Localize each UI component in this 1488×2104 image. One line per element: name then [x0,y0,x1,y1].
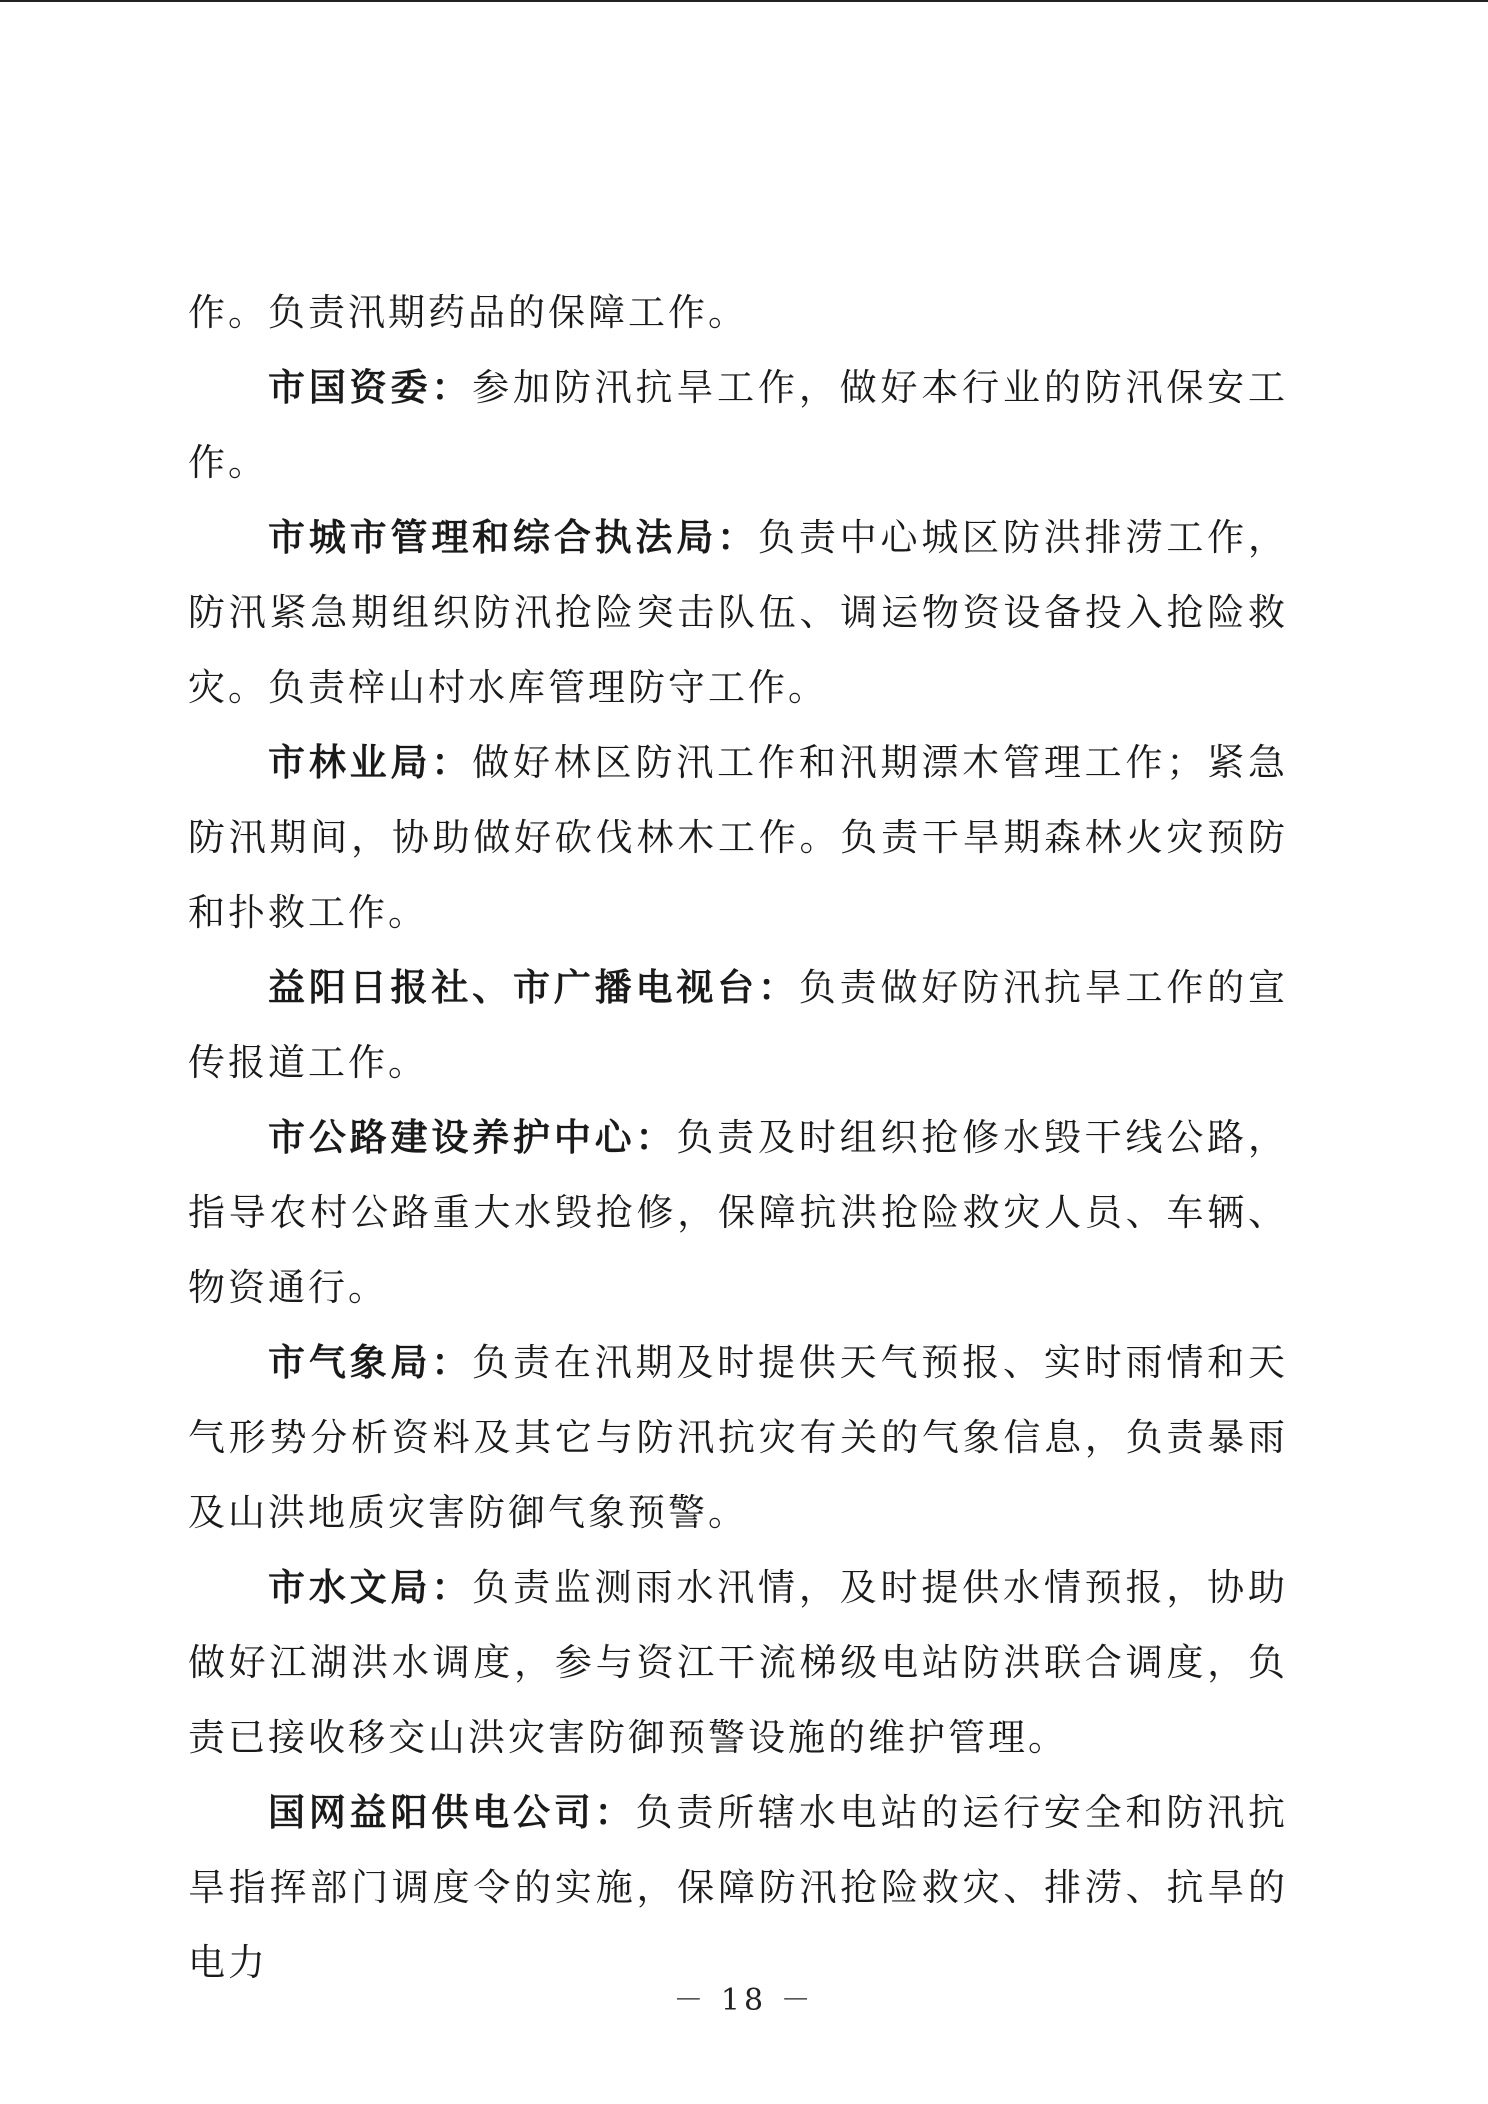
agency-duty: 负责所辖水电站的运行安全和防汛抗旱指挥部门调度令的实施，保障防汛抢险救灾、排涝、抗旱的电力 [188,1791,1288,1984]
agency-label: 市公路建设养护中心： [268,1116,677,1159]
paragraph-cgzf [188,500,1288,725]
agency-duty: 做好林区防汛工作和汛期漂木管理工作；紧急防汛期间，协助做好砍伐林木工作。负责干旱期森林火灾预防和扑救工作。 [188,741,1289,934]
agency-label: 市城市管理和综合执法局： [268,516,758,559]
paragraph-hydrology [188,1550,1288,1775]
paragraph-media [188,950,1288,1100]
agency-label: 市水文局： [268,1566,473,1609]
agency-duty: 负责中心城区防洪排涝工作，防汛紧急期组织防汛抢险突击队伍、调运物资设备投入抢险救灾。负责梓山村水库管理防守工作。 [188,516,1288,709]
paragraph-sgzw [188,350,1288,500]
agency-duty: 负责及时组织抢修水毁干线公路，指导农村公路重大水毁抢修，保障抗洪抢险救灾人员、车辆、物资通行。 [188,1116,1289,1309]
agency-label: 市林业局： [268,741,473,784]
agency-label: 市国资委： [268,366,473,409]
agency-label: 市气象局： [268,1341,473,1384]
page-number: － 18 － [673,1983,815,2018]
continuation-paragraph: 作。负责汛期药品的保障工作。 [188,291,748,334]
agency-label: 益阳日报社、市广播电视台： [268,966,799,1009]
document-body [188,275,1288,2000]
paragraph-power [188,1775,1288,2000]
paragraph-highway [188,1100,1288,1325]
agency-duty: 负责监测雨水汛情，及时提供水情预报，协助做好江湖洪水调度，参与资江干流梯级电站防洪联合调度，负责已接收移交山洪灾害防御预警设施的维护管理。 [188,1566,1289,1759]
paragraph-lyj [188,725,1288,950]
agency-label: 国网益阳供电公司： [268,1791,636,1834]
agency-duty: 负责做好防汛抗旱工作的宣传报道工作。 [188,966,1289,1084]
paragraph-weather [188,1325,1288,1550]
agency-duty: 参加防汛抗旱工作，做好本行业的防汛保安工作。 [188,366,1289,484]
agency-duty: 负责在汛期及时提供天气预报、实时雨情和天气形势分析资料及其它与防汛抗灾有关的气象信息，负责暴雨及山洪地质灾害防御气象预警。 [188,1341,1289,1534]
